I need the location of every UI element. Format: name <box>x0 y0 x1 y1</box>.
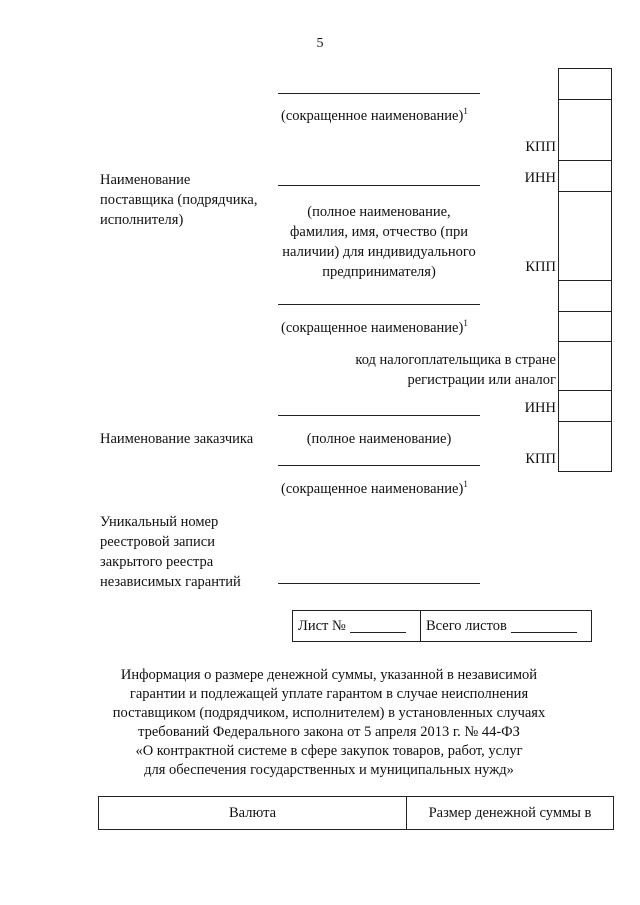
customer-full-name-caption: (полное наименование) <box>306 431 452 447</box>
sheet-total-cell <box>420 611 591 641</box>
sheet-total-field[interactable] <box>511 620 577 633</box>
currency-header: Валюта <box>228 804 277 821</box>
caption-line: (полное наименование, <box>307 204 451 220</box>
fill-line <box>278 415 480 416</box>
footnote-mark: 1 <box>463 318 468 329</box>
info-line: для обеспечения государственных и муниципальных нужд» <box>144 762 514 778</box>
page-number: 5 <box>316 36 324 51</box>
sheet-number-field[interactable] <box>350 620 406 633</box>
registry-label-line: независимых гарантий <box>100 574 241 590</box>
inn-label-2: ИНН <box>524 400 556 416</box>
sheet-number-cell <box>293 611 420 641</box>
short-name-caption-2: (сокращенное наименование)$^1$ <box>281 318 468 336</box>
registry-label-line: Уникальный номер <box>100 514 219 530</box>
amount-header: Размер денежной суммы в <box>406 797 613 829</box>
code-box-divider <box>559 311 611 312</box>
inn-label-1: ИНН <box>524 170 556 186</box>
fill-line <box>278 304 480 305</box>
supplier-full-name-caption <box>270 202 488 282</box>
sheet-number-label: Лист № <box>298 617 346 634</box>
info-line: «О контрактной системе в сфере закупок товаров, работ, услуг <box>135 743 523 759</box>
footnote-mark: 1 <box>463 106 468 117</box>
code-box-divider <box>559 160 611 161</box>
caption-line: регистрации или аналог <box>407 372 556 388</box>
registry-label-line: реестровой записи <box>100 534 216 550</box>
caption-line: наличии) для индивидуального <box>282 244 476 260</box>
info-line: поставщиком (подрядчиком, исполнителем) в установленных случаях <box>112 705 546 721</box>
code-boxes <box>558 68 612 472</box>
supplier-label-line: Наименование <box>100 172 191 188</box>
code-box-divider <box>559 191 611 192</box>
supplier-label <box>100 170 257 230</box>
code-box-divider <box>559 280 611 281</box>
caption-line: фамилия, имя, отчество (при <box>289 224 468 240</box>
code-box-divider <box>559 471 611 472</box>
kpp-label-1: КПП <box>525 139 556 155</box>
fill-line <box>278 93 480 94</box>
customer-label: Наименование заказчика <box>100 431 254 447</box>
sheet-table <box>292 610 592 642</box>
info-line: гарантии и подлежащей уплате гарантом в случае неисполнения <box>129 686 529 702</box>
registry-label-line: закрытого реестра <box>100 554 214 570</box>
registry-number-field[interactable] <box>278 583 480 584</box>
short-name-caption-1: (сокращенное наименование)$^1$ <box>281 106 468 124</box>
supplier-label-line: поставщика (подрядчика, <box>100 192 258 208</box>
kpp-label-3: КПП <box>525 451 556 467</box>
code-box-divider <box>559 341 611 342</box>
sheet-total-label: Всего листов <box>426 617 507 634</box>
info-line: Информация о размере денежной суммы, указанной в независимой <box>120 667 538 683</box>
amount-table-header <box>98 796 614 830</box>
fill-line <box>278 465 480 466</box>
kpp-label-2: КПП <box>525 259 556 275</box>
caption-line: код налогоплательщика в стране <box>355 352 556 368</box>
registry-label <box>100 512 241 592</box>
info-heading <box>100 666 558 780</box>
info-line: требований Федерального закона от 5 апреля 2013 г. № 44-ФЗ <box>138 724 520 740</box>
fill-line <box>278 185 480 186</box>
footnote-mark: 1 <box>463 479 468 490</box>
short-name-caption-3: (сокращенное наименование)$^1$ <box>281 479 468 497</box>
caption-line: предпринимателя) <box>322 264 436 280</box>
code-box-divider <box>559 68 611 69</box>
supplier-label-line: исполнителя) <box>100 212 184 228</box>
foreign-tax-code-label <box>320 350 556 390</box>
code-box-divider <box>559 421 611 422</box>
code-box-divider <box>559 390 611 391</box>
code-box-divider <box>559 99 611 100</box>
